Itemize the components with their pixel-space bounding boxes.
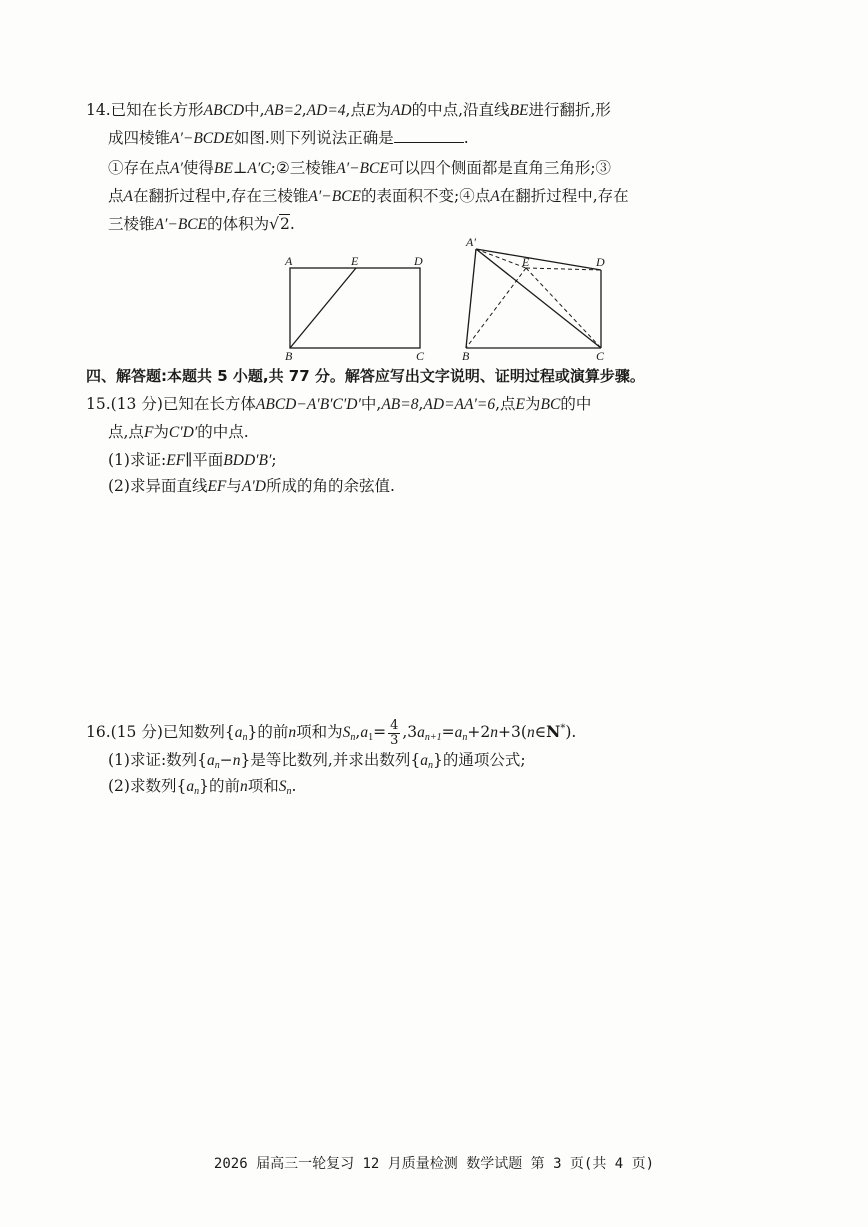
q14-line3: ①存在点A′使得BE⊥A′C;②三棱锥A′−BCE可以四个侧面都是直角三角形;③ xyxy=(108,159,612,177)
label-e: E xyxy=(351,254,359,268)
edge-e-b xyxy=(466,268,526,348)
q16-line1: 16.(15 分)已知数列$\{a_n\}$的前n项和为$S_n,a_1=$ $\frac{4}{3}$ $,3a_{n+1}=a_n+2n+3(n\in N^*)$. xyxy=(86,717,577,748)
edge-ap-d xyxy=(476,249,601,270)
q14-figures xyxy=(270,232,630,367)
q14-line5: 三棱锥A′−BCE的体积为√2. xyxy=(108,215,295,233)
answer-blank xyxy=(394,128,464,143)
label-b2: B xyxy=(462,349,470,363)
label-a: A xyxy=(285,254,293,268)
edge-ap-b xyxy=(466,249,476,348)
page-footer: 2026 届高三一轮复习 12 月质量检测 数学试题 第 3 页(共 4 页) xyxy=(213,1156,655,1172)
label-c2: C xyxy=(596,349,605,363)
q15-line2: 点,点F为C′D′的中点. xyxy=(108,423,249,441)
q15-part2: (2)求异面直线EF与A′D所成的角的余弦值. xyxy=(108,477,395,495)
q14-line4: 点A在翻折过程中,存在三棱锥A′−BCE的表面积不变;④点A在翻折过程中,存在 xyxy=(108,187,629,205)
q15-line1: 15.(13 分)已知在长方体ABCD−A′B′C′D′中,AB=8,AD=AA′=6,点E为BC的中 xyxy=(86,395,592,413)
edge-ap-c xyxy=(476,249,601,348)
label-ap: A′ xyxy=(466,235,476,249)
rect-abcd xyxy=(290,268,420,348)
figure-pyramid xyxy=(462,235,605,363)
q16-part1: (1)求证:数列$\{a_n-n\}$是等比数列,并求出数列$\{a_n\}$的通项公式; xyxy=(108,751,526,771)
segment-be xyxy=(290,268,356,348)
edge-ap-e xyxy=(476,249,526,268)
figure-rectangle xyxy=(284,254,425,363)
section-heading: 四、解答题:本题共 5 小题,共 77 分。解答应写出文字说明、证明过程或演算步骤。 xyxy=(86,367,645,385)
label-c: C xyxy=(416,349,425,363)
q16-part2: (2)求数列$\{a_n\}$的前n项和$S_n$. xyxy=(108,777,297,797)
label-d: D xyxy=(414,254,423,268)
label-d2: D xyxy=(596,255,605,269)
label-e2: E xyxy=(522,255,530,269)
edge-e-c xyxy=(526,268,601,348)
q14-line2: 成四棱锥A′−BCDE如图.则下列说法正确是 . xyxy=(108,129,469,147)
fraction-four-thirds: $\frac{4}{3}$ xyxy=(390,717,399,748)
q15-part1: (1)求证:EF∥平面BDD′B′; xyxy=(108,451,277,469)
q14-line1: 14.已知在长方形ABCD中,AB=2,AD=4,点E为AD的中点,沿直线BE进行翻折,形 xyxy=(86,101,611,119)
label-b: B xyxy=(285,349,293,363)
